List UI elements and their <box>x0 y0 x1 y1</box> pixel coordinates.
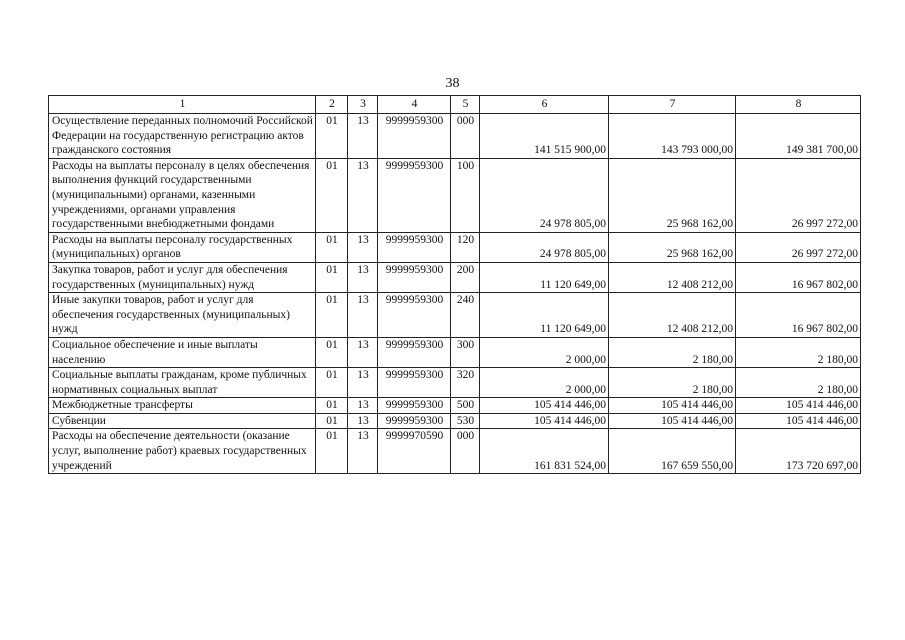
expense-type-code: 240 <box>451 293 480 338</box>
amount-col7: 105 414 446,00 <box>609 398 736 414</box>
amount-col8: 105 414 446,00 <box>736 413 861 429</box>
table-row <box>49 158 861 232</box>
subsection-code: 13 <box>348 262 378 292</box>
subsection-code: 13 <box>348 232 378 262</box>
section-code: 01 <box>316 114 348 159</box>
target-article-code: 9999959300 <box>378 293 451 338</box>
target-article-code: 9999959300 <box>378 158 451 232</box>
table-row <box>49 429 861 474</box>
section-code: 01 <box>316 337 348 367</box>
amount-col6: 161 831 524,00 <box>480 429 609 474</box>
section-code: 01 <box>316 232 348 262</box>
column-header: 2 <box>316 96 348 114</box>
target-article-code: 9999959300 <box>378 368 451 398</box>
row-name: Иные закупки товаров, работ и услуг для обеспечения государственных (муниципальных) нужд <box>49 293 316 338</box>
section-code: 01 <box>316 262 348 292</box>
amount-col7: 2 180,00 <box>609 368 736 398</box>
section-code: 01 <box>316 413 348 429</box>
amount-col8: 16 967 802,00 <box>736 293 861 338</box>
row-name: Межбюджетные трансферты <box>49 398 316 414</box>
column-header: 8 <box>736 96 861 114</box>
row-name: Расходы на выплаты персоналу в целях обеспечения выполнения функций государственными (муниципальными) органами, казенными учреждениями, органами управления государственными внебюджетными фондами <box>49 158 316 232</box>
expense-type-code: 000 <box>451 114 480 159</box>
amount-col6: 2 000,00 <box>480 368 609 398</box>
amount-col7: 105 414 446,00 <box>609 413 736 429</box>
amount-col8: 149 381 700,00 <box>736 114 861 159</box>
amount-col6: 105 414 446,00 <box>480 413 609 429</box>
subsection-code: 13 <box>348 293 378 338</box>
expense-type-code: 120 <box>451 232 480 262</box>
row-name: Социальные выплаты гражданам, кроме публичных нормативных социальных выплат <box>49 368 316 398</box>
column-header: 5 <box>451 96 480 114</box>
row-name: Закупка товаров, работ и услуг для обеспечения государственных (муниципальных) нужд <box>49 262 316 292</box>
amount-col7: 12 408 212,00 <box>609 262 736 292</box>
target-article-code: 9999959300 <box>378 262 451 292</box>
section-code: 01 <box>316 158 348 232</box>
amount-col8: 173 720 697,00 <box>736 429 861 474</box>
expense-type-code: 530 <box>451 413 480 429</box>
table-row <box>49 398 861 414</box>
subsection-code: 13 <box>348 337 378 367</box>
amount-col7: 143 793 000,00 <box>609 114 736 159</box>
table-row <box>49 413 861 429</box>
row-name: Расходы на выплаты персоналу государственных (муниципальных) органов <box>49 232 316 262</box>
expense-type-code: 300 <box>451 337 480 367</box>
target-article-code: 9999959300 <box>378 114 451 159</box>
section-code: 01 <box>316 429 348 474</box>
target-article-code: 9999959300 <box>378 232 451 262</box>
expense-type-code: 000 <box>451 429 480 474</box>
column-header: 1 <box>49 96 316 114</box>
subsection-code: 13 <box>348 398 378 414</box>
amount-col8: 26 997 272,00 <box>736 158 861 232</box>
budget-table <box>48 95 861 474</box>
row-name: Осуществление переданных полномочий Российской Федерации на государственную регистрацию актов гражданского состояния <box>49 114 316 159</box>
amount-col6: 141 515 900,00 <box>480 114 609 159</box>
amount-col6: 24 978 805,00 <box>480 158 609 232</box>
column-header: 7 <box>609 96 736 114</box>
row-name: Социальное обеспечение и иные выплаты населению <box>49 337 316 367</box>
row-name: Расходы на обеспечение деятельности (оказание услуг, выполнение работ) краевых государственных учреждений <box>49 429 316 474</box>
target-article-code: 9999959300 <box>378 398 451 414</box>
amount-col6: 24 978 805,00 <box>480 232 609 262</box>
table-header-row <box>49 96 861 114</box>
amount-col7: 25 968 162,00 <box>609 232 736 262</box>
amount-col7: 12 408 212,00 <box>609 293 736 338</box>
expense-type-code: 100 <box>451 158 480 232</box>
table-row <box>49 232 861 262</box>
table-row <box>49 114 861 159</box>
row-name: Субвенции <box>49 413 316 429</box>
amount-col6: 105 414 446,00 <box>480 398 609 414</box>
target-article-code: 9999970590 <box>378 429 451 474</box>
column-header: 4 <box>378 96 451 114</box>
subsection-code: 13 <box>348 368 378 398</box>
page-number: 38 <box>445 76 460 91</box>
amount-col8: 16 967 802,00 <box>736 262 861 292</box>
amount-col8: 2 180,00 <box>736 368 861 398</box>
amount-col8: 26 997 272,00 <box>736 232 861 262</box>
amount-col8: 105 414 446,00 <box>736 398 861 414</box>
table-row <box>49 293 861 338</box>
subsection-code: 13 <box>348 413 378 429</box>
amount-col8: 2 180,00 <box>736 337 861 367</box>
column-header: 3 <box>348 96 378 114</box>
amount-col7: 167 659 550,00 <box>609 429 736 474</box>
subsection-code: 13 <box>348 429 378 474</box>
amount-col6: 11 120 649,00 <box>480 262 609 292</box>
section-code: 01 <box>316 368 348 398</box>
section-code: 01 <box>316 398 348 414</box>
table-row <box>49 368 861 398</box>
amount-col6: 2 000,00 <box>480 337 609 367</box>
subsection-code: 13 <box>348 158 378 232</box>
target-article-code: 9999959300 <box>378 337 451 367</box>
amount-col6: 11 120 649,00 <box>480 293 609 338</box>
amount-col7: 2 180,00 <box>609 337 736 367</box>
target-article-code: 9999959300 <box>378 413 451 429</box>
column-header: 6 <box>480 96 609 114</box>
subsection-code: 13 <box>348 114 378 159</box>
expense-type-code: 320 <box>451 368 480 398</box>
expense-type-code: 500 <box>451 398 480 414</box>
amount-col7: 25 968 162,00 <box>609 158 736 232</box>
expense-type-code: 200 <box>451 262 480 292</box>
section-code: 01 <box>316 293 348 338</box>
table-row <box>49 337 861 367</box>
table-row <box>49 262 861 292</box>
